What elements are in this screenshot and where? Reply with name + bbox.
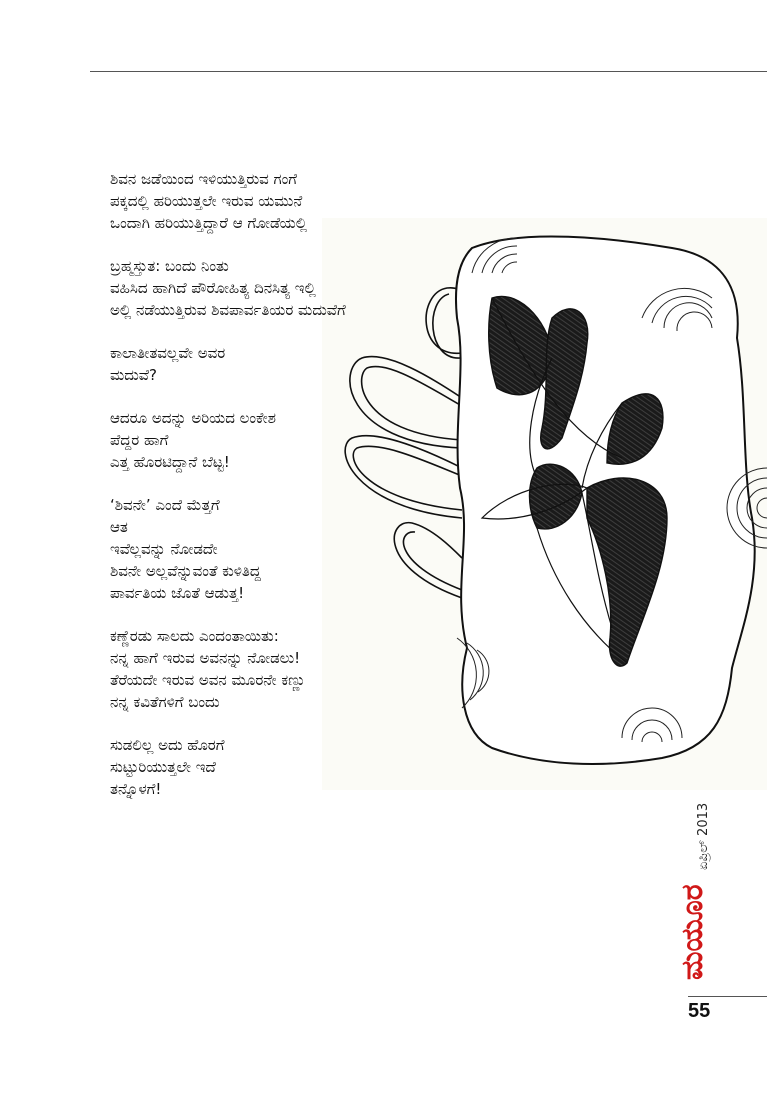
poem-line: ‘ಶಿವನೇ’ ಎಂದೆ ಮೆತ್ತಗೆ bbox=[110, 496, 220, 514]
stanza bbox=[110, 342, 440, 386]
poem-line: ಅಲ್ಲಿ ನಡೆಯುತ್ತಿರುವ ಶಿವಪಾರ್ವತಿಯರ ಮದುವೆಗೆ bbox=[110, 301, 346, 319]
poem-line: ಪಾರ್ವತಿಯ ಜೊತೆ ಆಡುತ್ತ! bbox=[110, 584, 245, 602]
poem-line: ತನ್ನೊಳಗೆ! bbox=[110, 780, 162, 798]
poem-line: ವಹಿಸಿದ ಹಾಗಿದೆ ಪೌರೋಹಿತ್ಯ ದಿನಸಿತ್ಯ ಇಲ್ಲಿ bbox=[110, 279, 316, 297]
poem-line: ಸುಡಲಿಲ್ಲ ಅದು ಹೊರಗೆ bbox=[110, 736, 225, 754]
issue-date: ಏಪ್ರಿಲ್ 2013 bbox=[696, 802, 711, 870]
stanza bbox=[110, 255, 440, 321]
stanza bbox=[110, 734, 440, 800]
poem-line: ಆತ bbox=[110, 518, 128, 536]
top-rule bbox=[90, 71, 767, 72]
poem-line: ಕಣ್ಣೆರಡು ಸಾಲದು ಎಂದಂತಾಯಿತು: bbox=[110, 627, 279, 645]
poem-line: ಪಕ್ಕದಲ್ಲಿ ಹರಿಯುತ್ತಲೇ ಇರುವ ಯಮುನೆ bbox=[110, 192, 303, 210]
poem-line: ನನ್ನ ಹಾಗೆ ಇರುವ ಅವನನ್ನು ನೋಡಲು! bbox=[110, 649, 301, 667]
poem-line: ಇವೆಲ್ಲವನ್ನು ನೋಡದೇ bbox=[110, 540, 218, 558]
stanza bbox=[110, 168, 440, 234]
poem-line: ತೆರೆಯದೇ ಇರುವ ಅವನ ಮೂರನೇ ಕಣ್ಣು bbox=[110, 671, 306, 689]
poem-line: ಎತ್ತ ಹೊರಟಿದ್ದಾನೆ ಬೆಟ್ಟ! bbox=[110, 453, 230, 471]
stanza bbox=[110, 407, 440, 473]
stanza bbox=[110, 625, 440, 713]
poem-line: ಒಂದಾಗಿ ಹರಿಯುತ್ತಿದ್ದಾರೆ ಆ ಗೋಡೆಯಲ್ಲಿ bbox=[110, 214, 308, 232]
magazine-name: ಮಯೂರ bbox=[675, 884, 710, 980]
poem bbox=[110, 168, 440, 821]
poem-line: ನನ್ನ ಕವಿತೆಗಳಿಗೆ ಬಂದು bbox=[110, 693, 220, 711]
page-number: 55 bbox=[688, 1000, 711, 1022]
poem-line: ಸುಟ್ಟುರಿಯುತ್ತಲೇ ಇದೆ bbox=[110, 758, 216, 776]
poem-line: ಮದುವೆ? bbox=[110, 366, 157, 384]
poem-line: ಆದರೂ ಅದನ್ನು ಅರಿಯದ ಲಂಕೇಶ bbox=[110, 409, 276, 427]
poem-line: ಶಿವನೇ ಅಲ್ಲವೆನ್ನುವಂತೆ ಕುಳಿತಿದ್ದ bbox=[110, 562, 261, 580]
poem-line: ಕಾಲಾತೀತವಲ್ಲವೇ ಅವರ bbox=[110, 344, 226, 362]
poem-line: ಪೆದ್ದರ ಹಾಗೆ bbox=[110, 431, 169, 449]
bottom-rule bbox=[688, 996, 767, 997]
poem-line: ಬ್ರಹ್ಮಸ್ತುತ: ಬಂದು ನಿಂತು bbox=[110, 257, 229, 275]
masthead-sidebar bbox=[676, 800, 716, 990]
poem-line: ಶಿವನ ಜಡೆಯಿಂದ ಇಳಿಯುತ್ತಿರುವ ಗಂಗೆ bbox=[110, 170, 297, 188]
stanza bbox=[110, 494, 440, 604]
